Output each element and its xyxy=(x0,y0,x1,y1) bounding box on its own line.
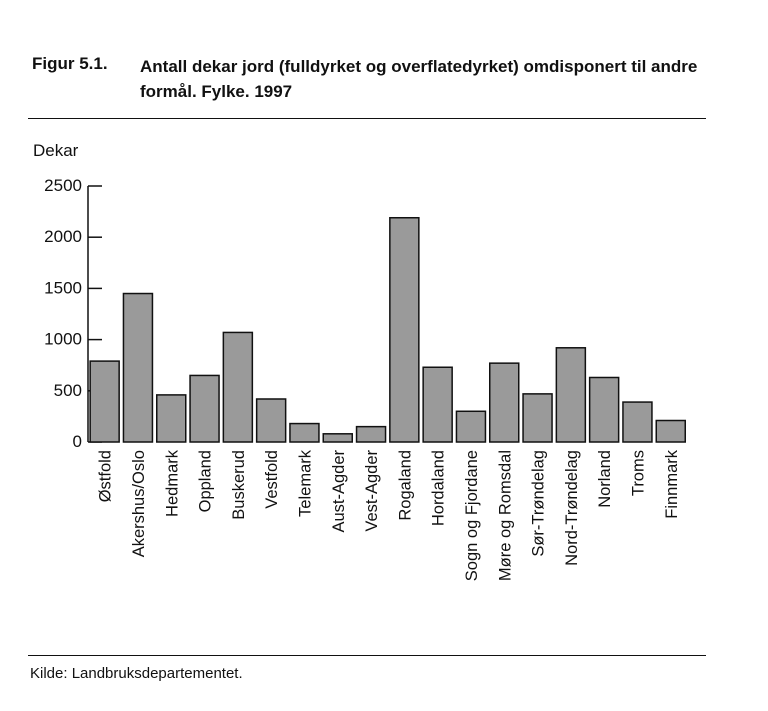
x-tick-label: Sør-Trøndelag xyxy=(529,450,548,557)
figure-title: Antall dekar jord (fulldyrket og overflatedyrket) omdisponert til andre formål. Fylke. 1997 xyxy=(140,57,698,101)
y-tick-label: 0 xyxy=(72,432,82,451)
bar-11 xyxy=(456,411,485,442)
figure-label: Figur 5.1. xyxy=(32,54,108,73)
x-tick-label: Finnmark xyxy=(662,450,681,519)
x-tick-label: Vest-Agder xyxy=(363,450,382,532)
source-note: Kilde: Landbruksdepartementet. xyxy=(30,665,243,682)
x-tick-label: Oppland xyxy=(196,450,215,513)
bar-14 xyxy=(556,348,585,442)
bottom-rule xyxy=(28,655,706,656)
x-tick-labels xyxy=(97,449,681,581)
y-tick-label: 1000 xyxy=(44,329,82,349)
bar-10 xyxy=(423,367,452,442)
bar-7 xyxy=(323,434,352,442)
y-tick-label: 500 xyxy=(53,380,82,400)
bar-13 xyxy=(523,394,552,442)
bar-16 xyxy=(623,402,652,442)
x-tick-label: Østfold xyxy=(96,450,115,503)
x-tick-label: Troms xyxy=(629,450,648,497)
x-tick-label: Akershus/Oslo xyxy=(129,450,148,558)
y-tick-label: 2000 xyxy=(44,227,82,247)
x-tick-label: Vestfold xyxy=(263,450,282,509)
bars xyxy=(90,218,685,442)
x-tick-label: Norland xyxy=(596,450,615,508)
y-tick-label: 1500 xyxy=(44,278,82,298)
bar-0 xyxy=(90,361,119,442)
bar-6 xyxy=(290,424,319,442)
x-tick-label: Telemark xyxy=(296,450,315,517)
x-tick-label: Sogn og Fjordane xyxy=(462,450,481,582)
x-tick-label: Hedmark xyxy=(163,450,182,517)
bar-3 xyxy=(190,375,219,442)
bar-1 xyxy=(123,294,152,442)
x-tick-label: Hordaland xyxy=(429,450,448,527)
bar-5 xyxy=(257,399,286,442)
bar-12 xyxy=(490,363,519,442)
y-tick-label: 2500 xyxy=(44,176,82,195)
bar-9 xyxy=(390,218,419,442)
x-tick-label: Nord-Trøndelag xyxy=(562,450,581,566)
bar-4 xyxy=(223,332,252,442)
x-tick-label: Aust-Agder xyxy=(329,450,348,533)
x-tick-label: Rogaland xyxy=(396,450,415,521)
bar-15 xyxy=(590,377,619,442)
bar-17 xyxy=(656,420,685,442)
y-axis-label: Dekar xyxy=(33,141,79,160)
bar-2 xyxy=(157,395,186,442)
x-tick-label: Møre og Romsdal xyxy=(496,450,515,582)
bar-8 xyxy=(357,427,386,442)
x-tick-label: Buskerud xyxy=(229,450,248,520)
